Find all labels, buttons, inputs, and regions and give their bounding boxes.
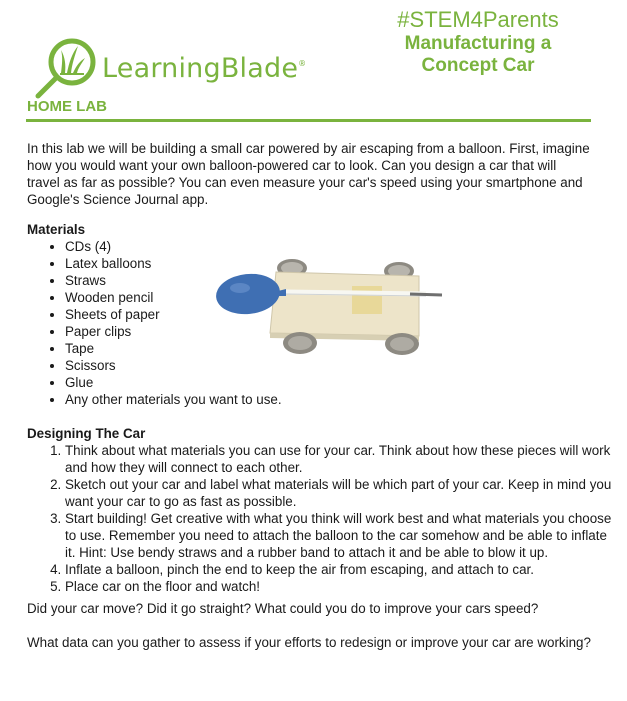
section-heading: HOME LAB [27,98,107,115]
design-steps-list [46,442,613,595]
question-2: What data can you gather to assess if your efforts to redesign or improve your car are working? [27,635,591,650]
magnifier-grass-icon [34,37,98,99]
list-item: • Glue [65,374,282,391]
list-item: 1. Think about what materials you can use for your car. Think about how these pieces will work and how they will connect to each other. [65,442,613,476]
intro-paragraph: In this lab we will be building a small car powered by air escaping from a balloon. First, imagine how you would want your own balloon-powered car to look. Can you design a car that will travel as far as possible? You can even measure your car's speed using your smartphone and Google's Science Journal app. [27,141,590,207]
list-item: • Latex balloons [65,255,282,272]
designing-heading: Designing The Car [27,426,146,441]
logo-wordmark [102,53,306,84]
list-item: • Any other materials you want to use. [65,391,282,408]
list-item: • Paper clips [65,323,282,340]
list-item: • Sheets of paper [65,306,282,323]
list-item: • Wooden pencil [65,289,282,306]
list-item: 2. Sketch out your car and label what materials will be which part of your car. Keep in mind you want your car to go as fast as possible. [65,476,613,510]
materials-heading: Materials [27,222,86,237]
balloon-car-image [214,258,444,358]
brand-name: LearningBlade [102,52,299,84]
section-divider [26,119,591,122]
question-1: Did your car move? Did it go straight? What could you do to improve your cars speed? [27,601,539,616]
list-item: • Straws [65,272,282,289]
list-item: 3. Start building! Get creative with what you think will work best and what materials you choose to use. Remember you need to attach the balloon to the car somehow and be able to inflate it. Hint: Use bendy straws and a rubber band to attach it and be able to blow it up. [65,510,613,561]
hashtag-stem4parents: #STEM4Parents [397,7,559,32]
list-item: • Scissors [65,357,282,374]
title-line-1: Manufacturing a [404,33,552,54]
list-item: 5. Place car on the floor and watch! [65,578,613,595]
list-item: 4. Inflate a balloon, pinch the end to keep the air from escaping, and attach to car. [65,561,613,578]
registered-mark: ® [298,58,307,68]
title-line-2: Concept Car [421,55,535,76]
page-title [379,33,577,77]
list-item: • CDs (4) [65,238,282,255]
learningblade-logo [34,37,306,99]
list-item: • Tape [65,340,282,357]
